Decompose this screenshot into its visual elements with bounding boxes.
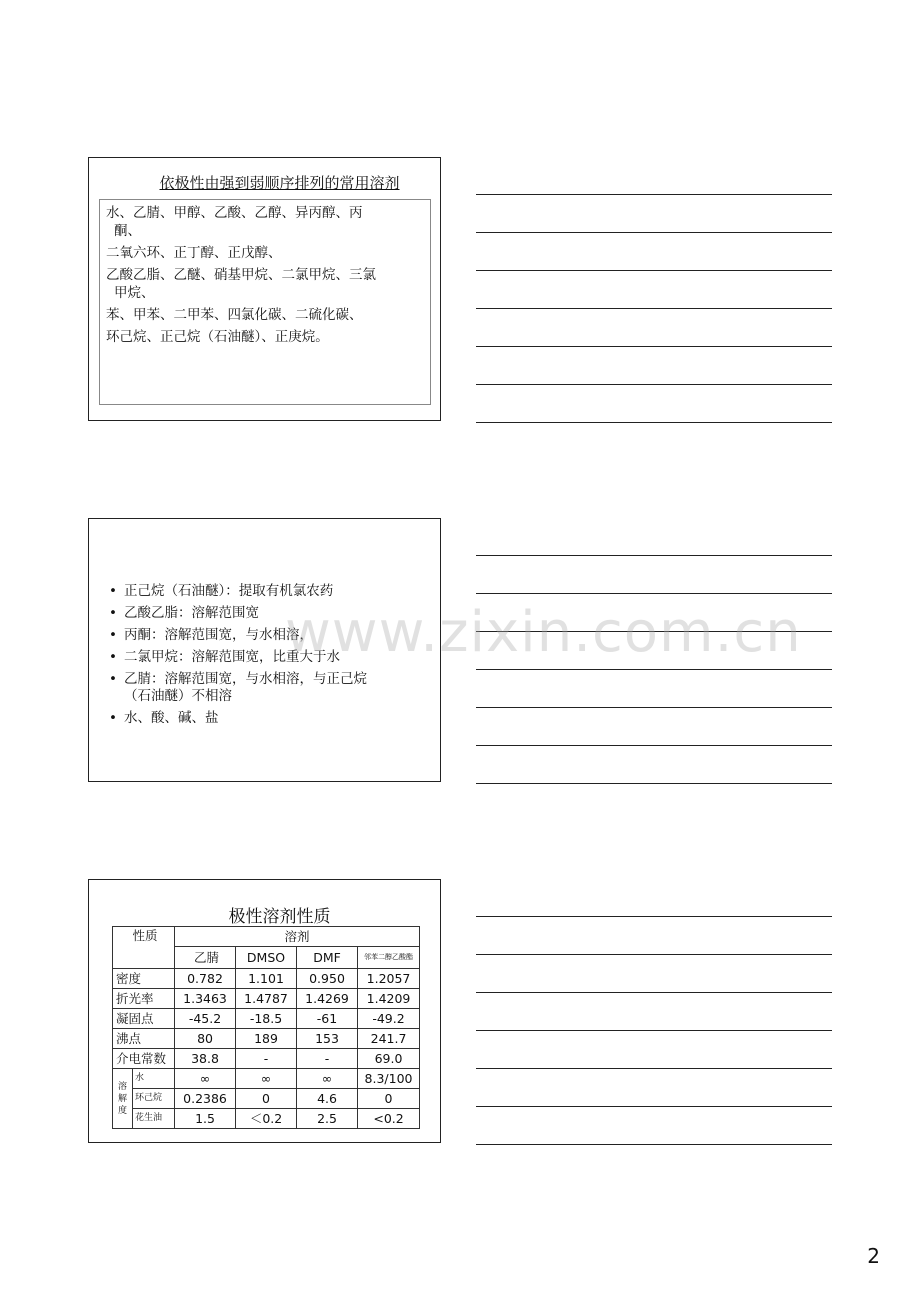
table-cell: 2.5 <box>297 1109 358 1129</box>
row-label: 沸点 <box>113 1029 175 1049</box>
table-cell: ∞ <box>175 1069 236 1089</box>
slide-3 <box>88 879 441 1143</box>
list-item <box>107 671 427 705</box>
solvent-line-text: 二氧六环、正丁醇、正戊醇、 <box>106 245 282 261</box>
solvent-line-cont: 酮、 <box>114 223 141 239</box>
list-item-text: 正己烷（石油醚）：提取有机氯农药 <box>124 583 334 599</box>
list-item <box>107 605 427 622</box>
note-line <box>476 631 832 632</box>
row-sublabel: 花生油 <box>133 1109 175 1129</box>
solvent-line <box>106 328 424 346</box>
note-line <box>476 669 832 670</box>
list-item <box>107 583 427 600</box>
note-line <box>476 1144 832 1145</box>
note-line <box>476 992 832 993</box>
solvent-line-text: 乙酸乙脂、乙醚、硝基甲烷、二氯甲烷、三氯 <box>106 267 376 283</box>
table-cell: 189 <box>236 1029 297 1049</box>
slide-2 <box>88 518 441 782</box>
list-item <box>107 649 427 666</box>
table-cell: 69.0 <box>358 1049 420 1069</box>
slide-1-textbox <box>99 199 431 405</box>
table-header-row <box>113 927 420 947</box>
table-cell: -18.5 <box>236 1009 297 1029</box>
note-line <box>476 954 832 955</box>
note-line <box>476 593 832 594</box>
note-line <box>476 384 832 385</box>
solvent-properties-table <box>112 926 420 1129</box>
table-cell: - <box>236 1049 297 1069</box>
note-line <box>476 232 832 233</box>
solubility-label: 溶解度 <box>113 1069 133 1129</box>
list-item-text: 乙酸乙脂：溶解范围宽 <box>124 605 259 621</box>
solvent-line <box>106 204 424 240</box>
bullet-icon: • <box>109 627 117 643</box>
table-row <box>113 1109 420 1129</box>
table-cell: ＜0.2 <box>236 1109 297 1129</box>
table-row <box>113 969 420 989</box>
table-cell: 1.2057 <box>358 969 420 989</box>
note-line <box>476 194 832 195</box>
slide-1-title: 依极性由强到弱顺序排列的常用溶剂 <box>159 174 400 192</box>
row-label: 密度 <box>113 969 175 989</box>
table-cell: ∞ <box>236 1069 297 1089</box>
table-row <box>113 1069 420 1089</box>
solvent-header: 溶剂 <box>175 927 420 947</box>
row-label: 介电常数 <box>113 1049 175 1069</box>
list-item-text: 丙酮：溶解范围宽，与水相溶， <box>124 627 313 643</box>
list-item-cont: （石油醚）不相溶 <box>124 688 232 704</box>
table-cell: 1.3463 <box>175 989 236 1009</box>
table-cell: 8.3/100 <box>358 1069 420 1089</box>
table-cell: 80 <box>175 1029 236 1049</box>
table-cell: 0 <box>236 1089 297 1109</box>
table-cell: 1.4269 <box>297 989 358 1009</box>
note-line <box>476 745 832 746</box>
list-item <box>107 710 427 727</box>
list-item <box>107 627 427 644</box>
slide-1 <box>88 157 441 421</box>
bullet-icon: • <box>109 671 117 687</box>
table-cell: 0.950 <box>297 969 358 989</box>
note-line <box>476 308 832 309</box>
note-line <box>476 1068 832 1069</box>
solvent-line-cont: 甲烷、 <box>114 285 155 301</box>
note-line <box>476 555 832 556</box>
table-cell: 1.101 <box>236 969 297 989</box>
column-header: 邻苯二醇乙酸酯 <box>358 947 420 969</box>
table-cell: 0.2386 <box>175 1089 236 1109</box>
slide-3-title: 极性溶剂性质 <box>228 907 331 927</box>
list-item-text: 二氯甲烷：溶解范围宽，比重大于水 <box>124 649 340 665</box>
table-cell: <0.2 <box>358 1109 420 1129</box>
column-header: 乙腈 <box>175 947 236 969</box>
table-cell: 0.782 <box>175 969 236 989</box>
table-cell: -61 <box>297 1009 358 1029</box>
solvent-line <box>106 266 424 302</box>
note-line <box>476 422 832 423</box>
row-sublabel: 环己烷 <box>133 1089 175 1109</box>
table-row <box>113 1009 420 1029</box>
note-line <box>476 346 832 347</box>
table-cell: -49.2 <box>358 1009 420 1029</box>
table-cell: 0 <box>358 1089 420 1109</box>
row-sublabel: 水 <box>133 1069 175 1089</box>
note-line <box>476 1030 832 1031</box>
note-line <box>476 270 832 271</box>
table-cell: 38.8 <box>175 1049 236 1069</box>
page-number: 2 <box>867 1244 880 1268</box>
solvent-line-text: 水、乙腈、甲醇、乙酸、乙醇、异丙醇、丙 <box>106 205 363 221</box>
table-row <box>113 1089 420 1109</box>
bullet-icon: • <box>109 649 117 665</box>
property-header: 性质 <box>113 927 175 969</box>
table-cell: 153 <box>297 1029 358 1049</box>
solvent-line-text: 环己烷、正己烷（石油醚）、正庚烷。 <box>106 329 329 345</box>
table-row <box>113 1049 420 1069</box>
row-label: 凝固点 <box>113 1009 175 1029</box>
column-header: DMF <box>297 947 358 969</box>
solvent-line <box>106 244 424 262</box>
table-row <box>113 989 420 1009</box>
note-line <box>476 783 832 784</box>
table-cell: 1.5 <box>175 1109 236 1129</box>
table-cell: -45.2 <box>175 1009 236 1029</box>
note-line <box>476 707 832 708</box>
list-item-text: 水、酸、碱、盐 <box>124 710 219 726</box>
solvent-line <box>106 306 424 324</box>
table-cell: ∞ <box>297 1069 358 1089</box>
note-line <box>476 916 832 917</box>
bullet-icon: • <box>109 583 117 599</box>
table-cell: 4.6 <box>297 1089 358 1109</box>
note-line <box>476 1106 832 1107</box>
solvent-line-text: 苯、甲苯、二甲苯、四氯化碳、二硫化碳、 <box>106 307 363 323</box>
table-cell: 1.4209 <box>358 989 420 1009</box>
bullet-icon: • <box>109 605 117 621</box>
bullet-icon: • <box>109 710 117 726</box>
row-label: 折光率 <box>113 989 175 1009</box>
table-row <box>113 1029 420 1049</box>
watermark: www.zixin.com.cn <box>285 600 802 665</box>
table-cell: 241.7 <box>358 1029 420 1049</box>
table-cell: - <box>297 1049 358 1069</box>
column-header: DMSO <box>236 947 297 969</box>
list-item-text: 乙腈：溶解范围宽，与水相溶，与正己烷 <box>124 671 367 687</box>
bullet-list <box>107 583 427 732</box>
table-cell: 1.4787 <box>236 989 297 1009</box>
